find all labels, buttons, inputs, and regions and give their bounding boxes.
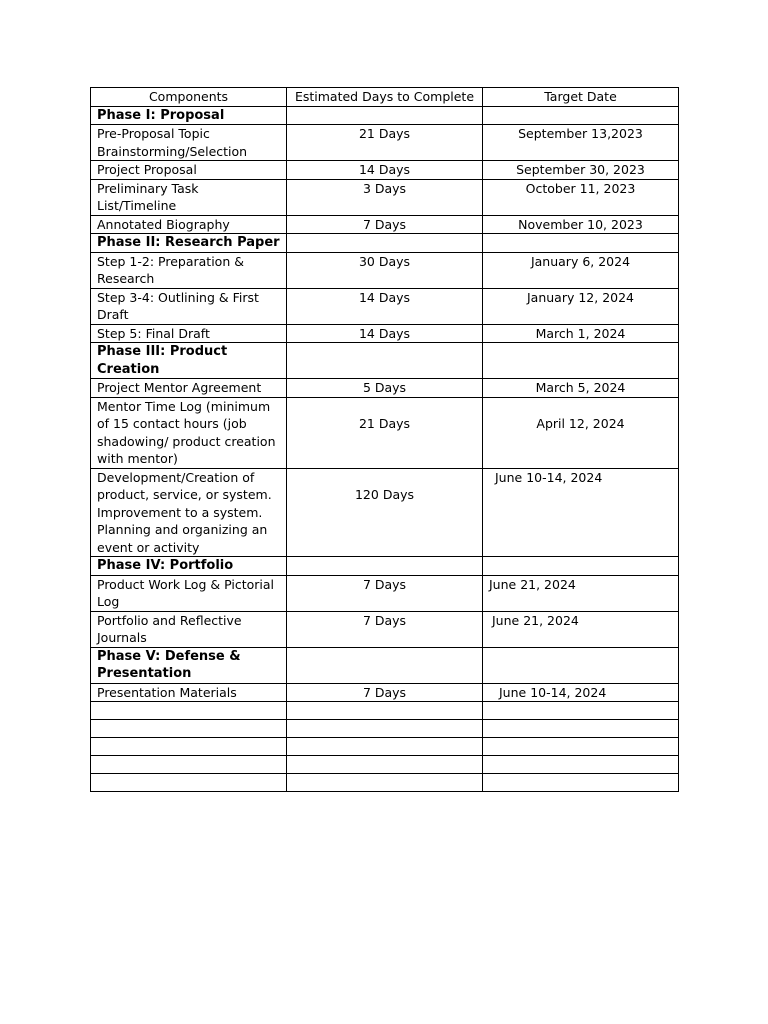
phase-row: [91, 106, 679, 125]
project-timeline-table: [90, 87, 679, 792]
phase-row: [91, 234, 679, 253]
days-cell: [287, 557, 483, 576]
table-row: [91, 161, 679, 180]
empty-cell: [483, 756, 679, 774]
date-cell: January 12, 2024: [483, 288, 679, 324]
empty-cell: [287, 702, 483, 720]
empty-cell: [91, 720, 287, 738]
empty-cell: [91, 738, 287, 756]
table-row: [91, 575, 679, 611]
date-cell: [483, 647, 679, 683]
date-cell: [483, 343, 679, 379]
days-cell: [287, 647, 483, 683]
empty-cell: [483, 774, 679, 792]
component-cell: Annotated Biography: [91, 215, 287, 234]
days-cell: 120 Days: [287, 468, 483, 557]
date-cell: September 30, 2023: [483, 161, 679, 180]
date-cell: June 21, 2024: [483, 575, 679, 611]
date-cell: November 10, 2023: [483, 215, 679, 234]
days-cell: 7 Days: [287, 683, 483, 702]
table-row: [91, 179, 679, 215]
component-cell: Pre-Proposal Topic Brainstorming/Selection: [91, 125, 287, 161]
days-cell: 14 Days: [287, 324, 483, 343]
empty-row: [91, 756, 679, 774]
days-cell: 21 Days: [287, 397, 483, 468]
component-cell: Presentation Materials: [91, 683, 287, 702]
empty-row: [91, 720, 679, 738]
date-cell: [483, 557, 679, 576]
days-cell: 14 Days: [287, 288, 483, 324]
header-row: [91, 88, 679, 107]
table-row: [91, 468, 679, 557]
component-cell: Phase V: Defense & Presentation: [91, 647, 287, 683]
days-cell: 7 Days: [287, 611, 483, 647]
table-row: [91, 397, 679, 468]
component-cell: Portfolio and Reflective Journals: [91, 611, 287, 647]
header-estimated-days: Estimated Days to Complete: [287, 88, 483, 107]
date-cell: September 13,2023: [483, 125, 679, 161]
empty-cell: [287, 738, 483, 756]
component-cell: Phase II: Research Paper: [91, 234, 287, 253]
component-cell: Product Work Log & Pictorial Log: [91, 575, 287, 611]
component-cell: Phase III: Product Creation: [91, 343, 287, 379]
empty-cell: [91, 702, 287, 720]
component-cell: Project Proposal: [91, 161, 287, 180]
empty-cell: [483, 738, 679, 756]
empty-cell: [91, 756, 287, 774]
table-row: [91, 683, 679, 702]
days-cell: [287, 343, 483, 379]
date-cell: April 12, 2024: [483, 397, 679, 468]
component-cell: Step 3-4: Outlining & First Draft: [91, 288, 287, 324]
component-cell: Preliminary Task List/Timeline: [91, 179, 287, 215]
date-cell: [483, 234, 679, 253]
days-cell: 7 Days: [287, 575, 483, 611]
days-cell: 21 Days: [287, 125, 483, 161]
phase-row: [91, 647, 679, 683]
component-cell: Development/Creation of product, service, or system. Improvement to a system. Planning and organizing an event or activity: [91, 468, 287, 557]
table-row: [91, 215, 679, 234]
table-row: [91, 288, 679, 324]
days-cell: 5 Days: [287, 379, 483, 398]
empty-row: [91, 702, 679, 720]
days-cell: 7 Days: [287, 215, 483, 234]
component-cell: Phase IV: Portfolio: [91, 557, 287, 576]
date-cell: October 11, 2023: [483, 179, 679, 215]
empty-cell: [287, 720, 483, 738]
days-cell: [287, 106, 483, 125]
component-cell: Project Mentor Agreement: [91, 379, 287, 398]
days-cell: [287, 234, 483, 253]
table-row: [91, 611, 679, 647]
date-cell: January 6, 2024: [483, 252, 679, 288]
phase-row: [91, 343, 679, 379]
days-cell: 14 Days: [287, 161, 483, 180]
empty-row: [91, 738, 679, 756]
empty-cell: [483, 702, 679, 720]
header-components: Components: [91, 88, 287, 107]
days-cell: 3 Days: [287, 179, 483, 215]
component-cell: Step 5: Final Draft: [91, 324, 287, 343]
empty-cell: [91, 774, 287, 792]
table-row: [91, 324, 679, 343]
table-row: [91, 252, 679, 288]
table-row: [91, 379, 679, 398]
date-cell: March 5, 2024: [483, 379, 679, 398]
component-cell: Step 1-2: Preparation & Research: [91, 252, 287, 288]
days-cell: 30 Days: [287, 252, 483, 288]
component-cell: Mentor Time Log (minimum of 15 contact hours (job shadowing/ product creation with mentor): [91, 397, 287, 468]
empty-cell: [483, 720, 679, 738]
header-target-date: Target Date: [483, 88, 679, 107]
date-cell: June 21, 2024: [483, 611, 679, 647]
component-cell: Phase I: Proposal: [91, 106, 287, 125]
empty-cell: [287, 774, 483, 792]
phase-row: [91, 557, 679, 576]
table-row: [91, 125, 679, 161]
date-cell: [483, 106, 679, 125]
empty-cell: [287, 756, 483, 774]
date-cell: June 10-14, 2024: [483, 683, 679, 702]
empty-row: [91, 774, 679, 792]
date-cell: March 1, 2024: [483, 324, 679, 343]
date-cell: June 10-14, 2024: [483, 468, 679, 557]
